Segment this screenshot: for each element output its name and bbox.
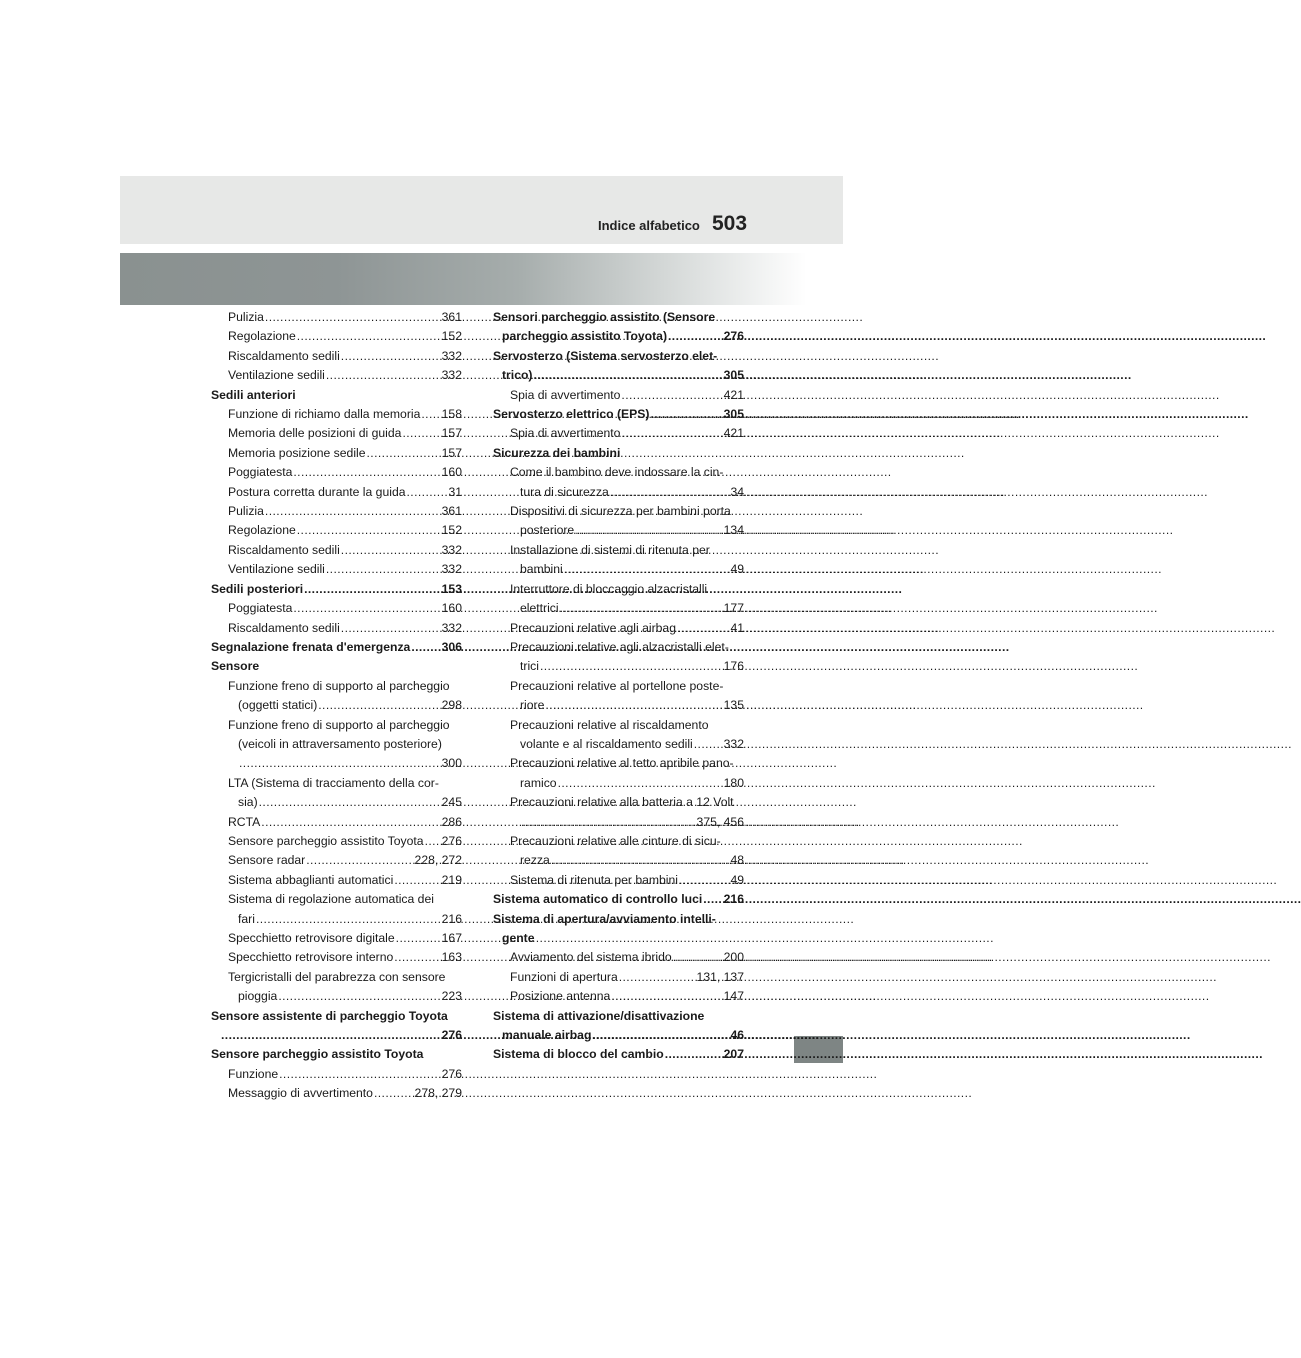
page-reference: 41 [730, 620, 744, 635]
index-heading [492, 910, 744, 949]
entry-text: Sensori parcheggio assistito (Sensore [493, 310, 716, 324]
entry-text: Memoria delle posizioni di guida [228, 426, 402, 441]
index-heading [210, 1045, 462, 1064]
index-subentry [210, 832, 462, 851]
index-subentry [210, 677, 462, 716]
page-reference: 158 [441, 407, 462, 422]
index-subentry [210, 871, 462, 890]
entry-text: trici [520, 659, 539, 674]
page-reference: 152 [441, 523, 462, 538]
dot-leader [265, 308, 441, 327]
dot-leader [521, 813, 696, 832]
index-subentry [492, 638, 744, 677]
dot-leader [279, 1065, 441, 1084]
entry-text: Pulizia [228, 504, 264, 519]
page-reference: 375, 456 [696, 814, 744, 829]
entry-text: Poggiatesta [228, 465, 293, 480]
index-column-right [492, 308, 744, 1065]
page-reference: 200 [723, 950, 744, 965]
dot-leader [297, 327, 441, 346]
entry-text: Precauzioni relative agli airbag [510, 620, 676, 635]
dot-leader [326, 560, 441, 579]
index-subentry [210, 541, 462, 560]
page-reference: 421 [723, 426, 744, 441]
entry-text: Precauzioni relative agli alzacristalli elet- [510, 639, 729, 654]
index-subentry [492, 386, 744, 405]
entry-text: Regolazione [228, 523, 296, 538]
entry-text: trico) [502, 368, 533, 383]
entry-text: Posizione antenna [510, 989, 611, 1004]
page-reference: 332 [723, 736, 744, 751]
page-reference: 332 [441, 348, 462, 363]
index-heading [492, 890, 744, 909]
page-reference: 177 [723, 601, 744, 616]
page-reference: 278, 279 [414, 1086, 462, 1101]
entry-text: Sistema di attivazione/disattivazione [493, 1008, 705, 1023]
index-subentry [492, 541, 744, 580]
dot-leader [304, 580, 441, 599]
index-subentry [210, 502, 462, 521]
dot-leader [621, 424, 722, 443]
page-reference: 286 [441, 814, 462, 829]
dot-leader [558, 774, 723, 793]
index-subentry [210, 619, 462, 638]
dot-leader [575, 521, 722, 540]
dot-leader [421, 405, 440, 424]
dot-leader [533, 366, 722, 385]
dot-leader [668, 327, 723, 346]
page-reference: 298 [441, 698, 462, 713]
dot-leader [411, 638, 440, 657]
page-reference: 131, 137 [696, 969, 744, 984]
index-subentry [210, 424, 462, 443]
index-subentry [210, 1065, 462, 1084]
entry-text: manuale airbag [502, 1028, 592, 1043]
index-subentry [210, 716, 462, 774]
dot-leader [540, 657, 723, 676]
entry-text: Precauzioni relative al riscaldamento [510, 717, 709, 732]
page-reference: 160 [441, 465, 462, 480]
index-subentry [492, 424, 744, 443]
dot-leader [318, 696, 440, 715]
page-reference: 46 [730, 1028, 744, 1043]
index-subentry [210, 851, 462, 870]
index-subentry [210, 308, 462, 327]
entry-text: RCTA [228, 814, 261, 829]
page-reference: 163 [441, 950, 462, 965]
page-reference: 276 [441, 1066, 462, 1081]
entry-text: Dispositivi di sicurezza per bambini porta [510, 504, 731, 519]
index-subentry [492, 987, 744, 1006]
page-reference: 160 [441, 601, 462, 616]
index-column-left [210, 308, 462, 1104]
dot-leader [341, 347, 441, 366]
entry-text: Sensore radar [228, 853, 306, 868]
entry-text: (veicoli in attraversamento posteriore) [238, 736, 442, 751]
page-reference: 421 [723, 387, 744, 402]
index-subentry [492, 871, 744, 890]
page-reference: 361 [441, 504, 462, 519]
entry-text: Ventilazione sedili [228, 562, 325, 577]
entry-text: Postura corretta durante la guida [228, 484, 406, 499]
dot-leader [619, 968, 696, 987]
page-reference: 48 [730, 853, 744, 868]
entry-text: volante e al riscaldamento sedili [520, 736, 693, 751]
index-subentry [210, 1084, 462, 1103]
dot-leader [293, 599, 440, 618]
page-reference: 180 [723, 775, 744, 790]
entry-text: Sensore parcheggio assistito Toyota [211, 1047, 424, 1062]
entry-text: Funzione di richiamo dalla memoria [228, 407, 421, 422]
dot-leader [545, 696, 722, 715]
entry-text: Funzione freno di supporto al parcheggio [228, 678, 450, 693]
entry-text: (oggetti statici) [238, 698, 318, 713]
dot-leader [278, 987, 440, 1006]
page-reference: 361 [441, 310, 462, 324]
index-subentry [210, 405, 462, 424]
dot-leader [694, 735, 723, 754]
page-reference: 153 [441, 581, 462, 596]
entry-text: Riscaldamento sedili [228, 620, 340, 635]
entry-text: Sistema automatico di controllo luci [493, 892, 703, 907]
dot-leader [396, 929, 441, 948]
page-reference: 276 [441, 1028, 462, 1043]
dot-leader [425, 832, 441, 851]
entry-text: rezza [520, 853, 550, 868]
entry-text: Sensore parcheggio assistito Toyota [228, 833, 424, 848]
entry-text: Poggiatesta [228, 601, 293, 616]
entry-text: Spia di avvertimento [510, 426, 621, 441]
entry-text: Funzione freno di supporto al parcheggio [228, 717, 450, 732]
index-heading [210, 580, 462, 599]
page-reference: 167 [441, 931, 462, 945]
dot-leader [259, 793, 441, 812]
index-heading [210, 638, 462, 657]
entry-text: Servosterzo elettrico (EPS) [493, 407, 650, 422]
dot-leader [293, 463, 440, 482]
entry-text: fari [238, 911, 255, 926]
index-subentry [210, 948, 462, 967]
index-subentry [210, 968, 462, 1007]
entry-text: Memoria posizione sedile [228, 445, 366, 460]
entry-text: Sistema di blocco del cambio [493, 1047, 664, 1062]
entry-text: Precauzioni relative alla batteria a 12 Volt [510, 795, 734, 810]
dot-leader [265, 502, 441, 521]
index-heading [492, 1007, 744, 1046]
dot-leader [703, 890, 722, 909]
page-reference: 147 [723, 989, 744, 1004]
page-reference: 157 [441, 426, 462, 441]
page-reference: 49 [730, 872, 744, 887]
entry-text: Sistema di regolazione automatica dei [228, 892, 434, 907]
index-subentry [492, 948, 744, 967]
entry-text: Sensore assistente di parcheggio Toyota [211, 1008, 448, 1023]
entry-text: Sistema di apertura/avviamento intelli- [493, 911, 716, 926]
index-subentry [210, 599, 462, 618]
page-reference: 135 [723, 698, 744, 713]
page-reference: 152 [441, 329, 462, 344]
entry-text: Sicurezza dei bambini [493, 445, 621, 460]
page-reference: 157 [441, 445, 462, 460]
entry-text: Regolazione [228, 329, 296, 344]
index-subentry [210, 890, 462, 929]
index-subentry [492, 832, 744, 871]
entry-text: Precauzioni relative al tetto apribile pano- [510, 756, 734, 771]
page-number: 503 [712, 212, 748, 235]
page-reference: 332 [441, 542, 462, 557]
entry-text: gente [502, 931, 535, 945]
dot-leader [611, 987, 722, 1006]
entry-text: elettrici [520, 601, 559, 616]
entry-text: Precauzioni relative alle cinture di sicu- [510, 833, 721, 848]
entry-text: Sedili posteriori [211, 581, 304, 596]
dot-leader [665, 1045, 723, 1064]
dot-leader [564, 560, 730, 579]
index-subentry [492, 502, 744, 541]
entry-text: Segnalazione frenata d'emergenza [211, 639, 411, 654]
page-reference: 219 [441, 872, 462, 887]
page-reference: 305 [723, 368, 744, 383]
index-subentry [492, 580, 744, 619]
index-subentry [210, 560, 462, 579]
dot-leader [221, 1026, 441, 1045]
dot-leader [610, 483, 730, 502]
index-subentry [210, 929, 462, 948]
dot-leader [367, 444, 441, 463]
page-reference: 228, 272 [414, 853, 462, 868]
page-reference: 276 [723, 329, 744, 344]
entry-text: Installazione di sistemi di ritenuta per [510, 542, 710, 557]
dot-leader [326, 366, 441, 385]
index-heading [492, 444, 744, 463]
index-subentry [492, 968, 744, 987]
index-heading [210, 657, 462, 676]
page-reference: 134 [723, 523, 744, 538]
page-reference: 306 [441, 639, 462, 654]
section-title: Indice alfabetico [598, 218, 700, 233]
dot-leader [297, 521, 441, 540]
entry-text: Servosterzo (Sistema servosterzo elet- [493, 348, 718, 363]
dot-leader [673, 948, 723, 967]
dot-leader [402, 424, 440, 443]
index-subentry [492, 754, 744, 793]
dot-leader [374, 1084, 414, 1103]
entry-text: Sistema di ritenuta per bambini [510, 872, 679, 887]
index-subentry [210, 483, 462, 502]
dot-leader [677, 619, 729, 638]
entry-text: parcheggio assistito Toyota) [502, 329, 668, 344]
page-reference: 332 [441, 620, 462, 635]
dot-leader [650, 405, 722, 424]
entry-text: Specchietto retrovisore digitale [228, 931, 395, 945]
entry-text: Sensore [211, 659, 260, 674]
index-heading [492, 405, 744, 424]
page-reference: 276 [441, 833, 462, 848]
page-reference: 216 [441, 911, 462, 926]
dot-leader [341, 619, 441, 638]
page-reference: 332 [441, 562, 462, 577]
page-reference: 49 [730, 562, 744, 577]
entry-text: Pulizia [228, 310, 264, 324]
index-subentry [210, 813, 462, 832]
entry-text: LTA (Sistema di tracciamento della cor- [228, 775, 439, 790]
entry-text: Sedili anteriori [211, 387, 296, 402]
page-reference: 34 [730, 484, 744, 499]
entry-text: Riscaldamento sedili [228, 542, 340, 557]
index-subentry [210, 444, 462, 463]
entry-text: Sistema abbaglianti automatici [228, 872, 394, 887]
dot-leader [621, 386, 722, 405]
entry-text: Come il bambino deve indossare la cin- [510, 465, 724, 480]
dot-leader [592, 1026, 729, 1045]
entry-text: Messaggio di avvertimento [228, 1086, 373, 1101]
dot-leader [394, 948, 440, 967]
index-subentry [210, 774, 462, 813]
index-subentry [492, 463, 744, 502]
entry-text: riore [520, 698, 545, 713]
entry-text: Specchietto retrovisore interno [228, 950, 394, 965]
index-subentry [210, 521, 462, 540]
index-subentry [492, 716, 744, 755]
entry-text: Interruttore di bloccaggio alzacristalli [510, 581, 708, 596]
entry-text: tura di sicurezza [520, 484, 609, 499]
index-heading [210, 1007, 462, 1046]
dot-leader [394, 871, 440, 890]
dot-leader [551, 851, 730, 870]
index-subentry [492, 619, 744, 638]
dot-leader [679, 871, 729, 890]
page-reference: 223 [441, 989, 462, 1004]
entry-text: Funzioni di apertura [510, 969, 618, 984]
page-reference: 31 [448, 484, 462, 499]
page-reference: 305 [723, 407, 744, 422]
page-reference: 332 [441, 368, 462, 383]
page-reference: 300 [441, 756, 462, 771]
index-subentry [210, 366, 462, 385]
index-subentry [210, 347, 462, 366]
dot-leader [256, 910, 441, 929]
entry-text: Spia di avvertimento [510, 387, 621, 402]
entry-text: ramico [520, 775, 557, 790]
entry-text: pioggia [238, 989, 278, 1004]
index-heading [492, 1045, 744, 1064]
entry-text: Avviamento del sistema ibrido [510, 950, 672, 965]
dot-leader [341, 541, 441, 560]
index-subentry [492, 677, 744, 716]
index-subentry [210, 463, 462, 482]
page-reference: 216 [723, 892, 744, 907]
page-reference: 207 [723, 1047, 744, 1062]
entry-text: Tergicristalli del parabrezza con sensore [228, 969, 446, 984]
decorative-gradient-bar [120, 253, 843, 305]
dot-leader [261, 813, 440, 832]
dot-leader [239, 754, 441, 773]
page-reference: 245 [441, 795, 462, 810]
index-heading [492, 347, 744, 386]
dot-leader [407, 483, 448, 502]
entry-text: Ventilazione sedili [228, 368, 325, 383]
index-subentry [210, 327, 462, 346]
entry-text: Precauzioni relative al portellone poste- [510, 678, 724, 693]
dot-leader [560, 599, 723, 618]
page-reference: 176 [723, 659, 744, 674]
entry-text: sia) [238, 795, 258, 810]
index-heading [492, 308, 744, 347]
dot-leader [306, 851, 413, 870]
entry-text: bambini [520, 562, 563, 577]
index-heading [210, 386, 462, 405]
entry-text: posteriore [520, 523, 575, 538]
entry-text: Funzione [228, 1066, 279, 1081]
entry-text: Riscaldamento sedili [228, 348, 340, 363]
index-subentry [492, 793, 744, 832]
